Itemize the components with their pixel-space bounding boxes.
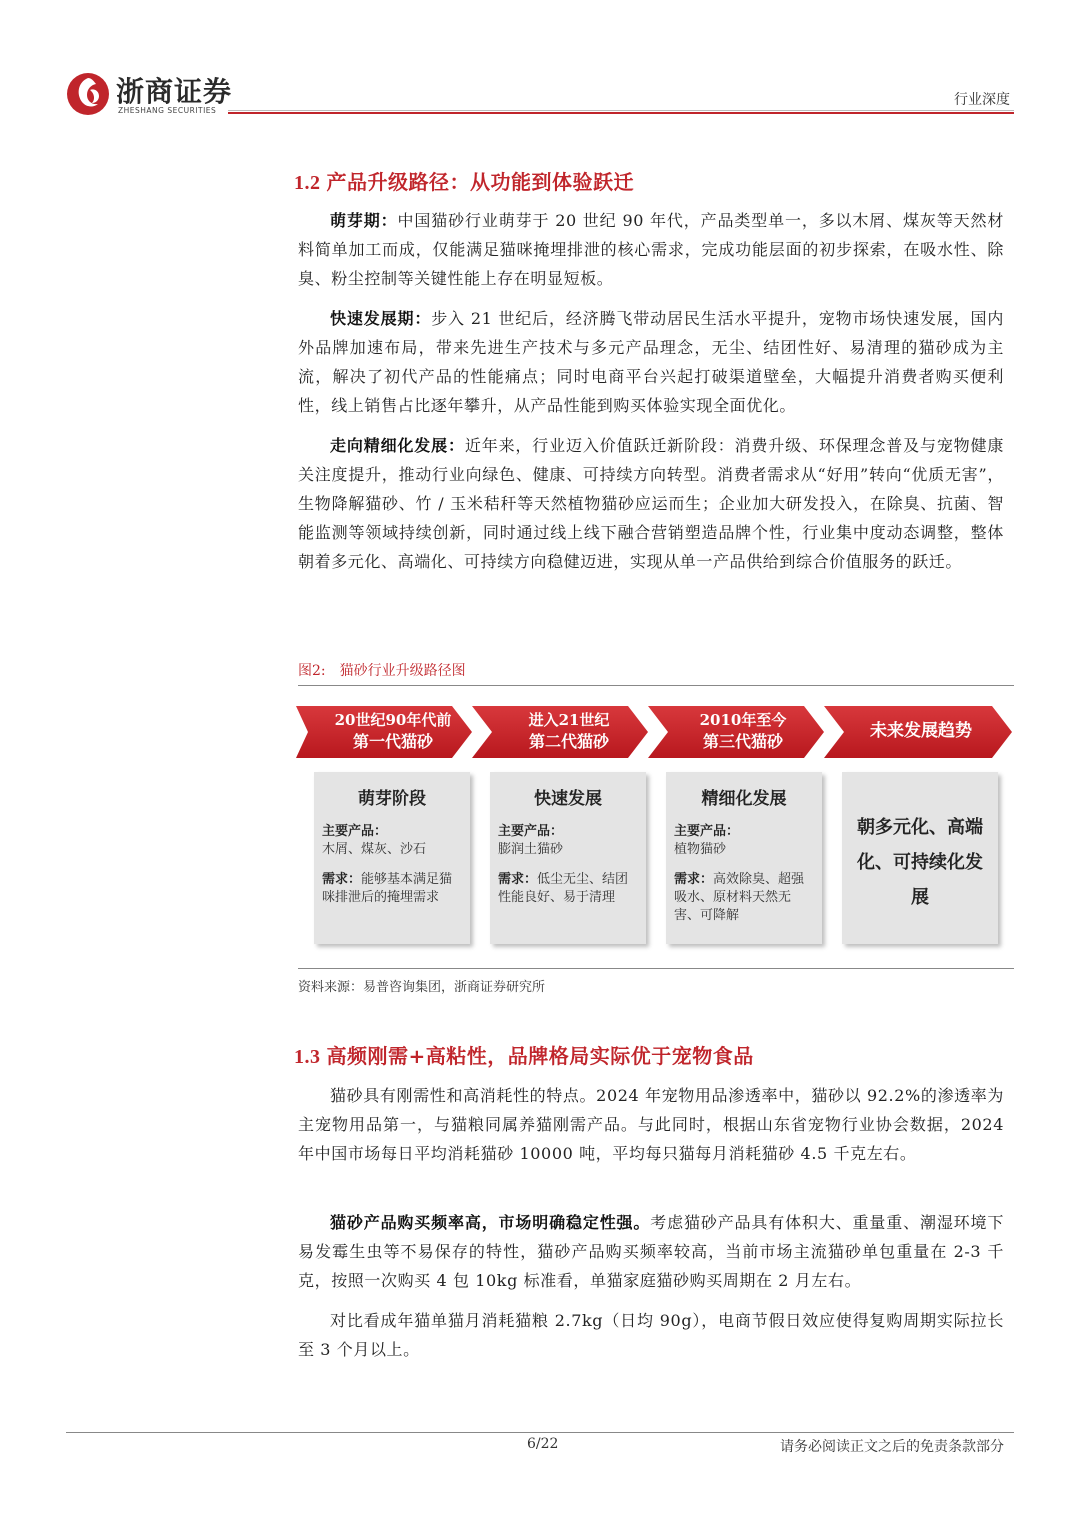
section-number: 1.2 <box>294 172 321 194</box>
paragraph-lead: 萌芽期： <box>330 211 398 230</box>
section-heading-1-3 <box>294 1040 754 1069</box>
stage-period: 20世纪90年代前 <box>334 711 452 729</box>
card-need-label: 需求： <box>322 872 362 887</box>
card-product-label: 主要产品： <box>498 824 564 839</box>
card-need: 高效除臭、超强吸水、原材料天然无害、可降解 <box>674 872 805 923</box>
future-trend-card <box>842 772 998 944</box>
section-heading-1-2 <box>294 166 634 195</box>
card-product-label: 主要产品： <box>674 824 740 839</box>
stage-label-1 <box>320 709 466 753</box>
paragraph-rapid-growth <box>298 304 1004 420</box>
figure-bottom-rule <box>298 968 1014 969</box>
page-number: 6/22 <box>527 1436 559 1452</box>
card-product: 膨润土猫砂 <box>498 842 564 857</box>
stage-card-1 <box>314 772 470 944</box>
future-trend-text: 朝多元化、高端化、可持续化发展 <box>857 817 983 908</box>
header-divider <box>228 110 1014 111</box>
card-need: 能够基本满足猫咪排泄后的掩埋需求 <box>322 872 453 905</box>
figure-title: 图2: 猫砂行业升级路径图 <box>298 663 466 679</box>
stage-generation: 第一代猫砂 <box>352 732 433 751</box>
paragraph-text: 近年来，行业迈入价值跃迁新阶段：消费升级、环保理念普及与宠物健康关注度提升，推动行业向绿色、健康、可持续方向转型。消费者需求从“好用”转向“优质无害”，生物降解猫砂、竹 / 玉米秸秆等天然植物猫砂应运而生；企业加大研发投入，在除臭、抗菌、智能监测等领域持续创新，同时通过线上线下融合营销塑造品牌个性，行业集中度动态调整，整体朝着多元化、高端化、可持续方向稳健迈进，实现从单一产品供给到综合价值服务的跃迁。 <box>298 436 1004 571</box>
stage-card-2 <box>490 772 646 944</box>
stage-label-2 <box>496 709 642 753</box>
stage-period: 2010年至今 <box>699 711 787 729</box>
figure-top-rule <box>298 685 1014 686</box>
paragraph-food-comparison <box>298 1306 1004 1364</box>
card-title: 萌芽阶段 <box>358 789 426 809</box>
report-type-tag: 行业深度 <box>954 92 1010 108</box>
brand-name-en: ZHESHANG SECURITIES <box>118 106 217 115</box>
stage-label-3 <box>670 709 816 753</box>
footer-divider <box>66 1432 1014 1433</box>
card-need: 低尘无尘、结团性能良好、易于清理 <box>498 872 629 905</box>
card-product-label: 主要产品： <box>322 824 388 839</box>
paragraph-purchase-frequency <box>298 1208 1004 1295</box>
section-number: 1.3 <box>294 1046 321 1068</box>
card-title: 精细化发展 <box>701 789 787 809</box>
paragraph-text: 对比看成年猫单猫月消耗猫粮 2.7kg（日均 90g），电商节假日效应使得复购周期实际拉长至 3 个月以上。 <box>298 1311 1004 1359</box>
stage-period: 未来发展趋势 <box>870 721 972 741</box>
paragraph-text: 考虑猫砂产品具有体积大、重量重、潮湿环境下易发霉生虫等不易保存的特性，猫砂产品购买频率较高，当前市场主流猫砂单包重量在 2-3 千克，按照一次购买 4 包 10kg 标准看，单猫家庭猫砂购买周期在 2 月左右。 <box>298 1213 1004 1290</box>
card-product: 木屑、煤灰、沙石 <box>322 842 427 857</box>
paragraph-lead: 走向精细化发展： <box>330 436 465 455</box>
paragraph-budding <box>298 206 1004 293</box>
brand-name-cn: 浙商证券 <box>116 75 233 108</box>
page-header <box>0 0 1080 120</box>
card-title: 快速发展 <box>534 789 602 809</box>
section-title: 产品升级路径：从功能到体验跃迁 <box>326 170 634 194</box>
paragraph-text: 步入 21 世纪后，经济腾飞带动居民生活水平提升，宠物市场快速发展，国内外品牌加速布局，带来先进生产技术与多元产品理念，无尘、结团性好、易清理的猫砂成为主流，解决了初代产品的性能痛点；同时电商平台兴起打破渠道壁垒，大幅提升消费者购买便利性，线上销售占比逐年攀升，从产品性能到购买体验实现全面优化。 <box>298 309 1004 415</box>
card-need-label: 需求： <box>498 872 538 887</box>
stage-generation: 第三代猫砂 <box>702 732 783 751</box>
stage-generation: 第二代猫砂 <box>528 732 609 751</box>
paragraph-lead: 快速发展期： <box>330 309 432 328</box>
figure-source: 资料来源：易普咨询集团，浙商证券研究所 <box>298 980 546 995</box>
paragraph-text: 猫砂具有刚需性和高消耗性的特点。2024 年宠物用品渗透率中，猫砂以 92.2%的渗透率为主宠物用品第一，与猫粮同属养猫刚需产品。与此同时，根据山东省宠物行业协会数据，2024 年中国市场每日平均消耗猫砂 10000 吨，平均每只猫每月消耗猫砂 4.5 千克左右。 <box>298 1086 1004 1163</box>
header-divider-red <box>228 112 1014 114</box>
zheshang-logo-icon <box>66 72 110 116</box>
paragraph-demand <box>298 1081 1004 1168</box>
paragraph-refinement <box>298 431 1004 576</box>
stage-label-4 <box>848 720 994 742</box>
section-title: 高频刚需+高粘性，品牌格局实际优于宠物食品 <box>326 1044 754 1068</box>
card-product: 植物猫砂 <box>674 842 727 857</box>
paragraph-text: 中国猫砂行业萌芽于 20 世纪 90 年代，产品类型单一，多以木屑、煤灰等天然材料简单加工而成，仅能满足猫咪掩埋排泄的核心需求，完成功能层面的初步探索，在吸水性、除臭、粉尘控制等关键性能上存在明显短板。 <box>298 211 1004 288</box>
footer-disclaimer: 请务必阅读正文之后的免责条款部分 <box>780 1439 1004 1455</box>
stage-period: 进入21世纪 <box>528 711 610 729</box>
stage-card-3 <box>666 772 822 944</box>
paragraph-lead: 猫砂产品购买频率高，市场明确稳定性强。 <box>330 1213 651 1232</box>
card-need-label: 需求： <box>674 872 714 887</box>
